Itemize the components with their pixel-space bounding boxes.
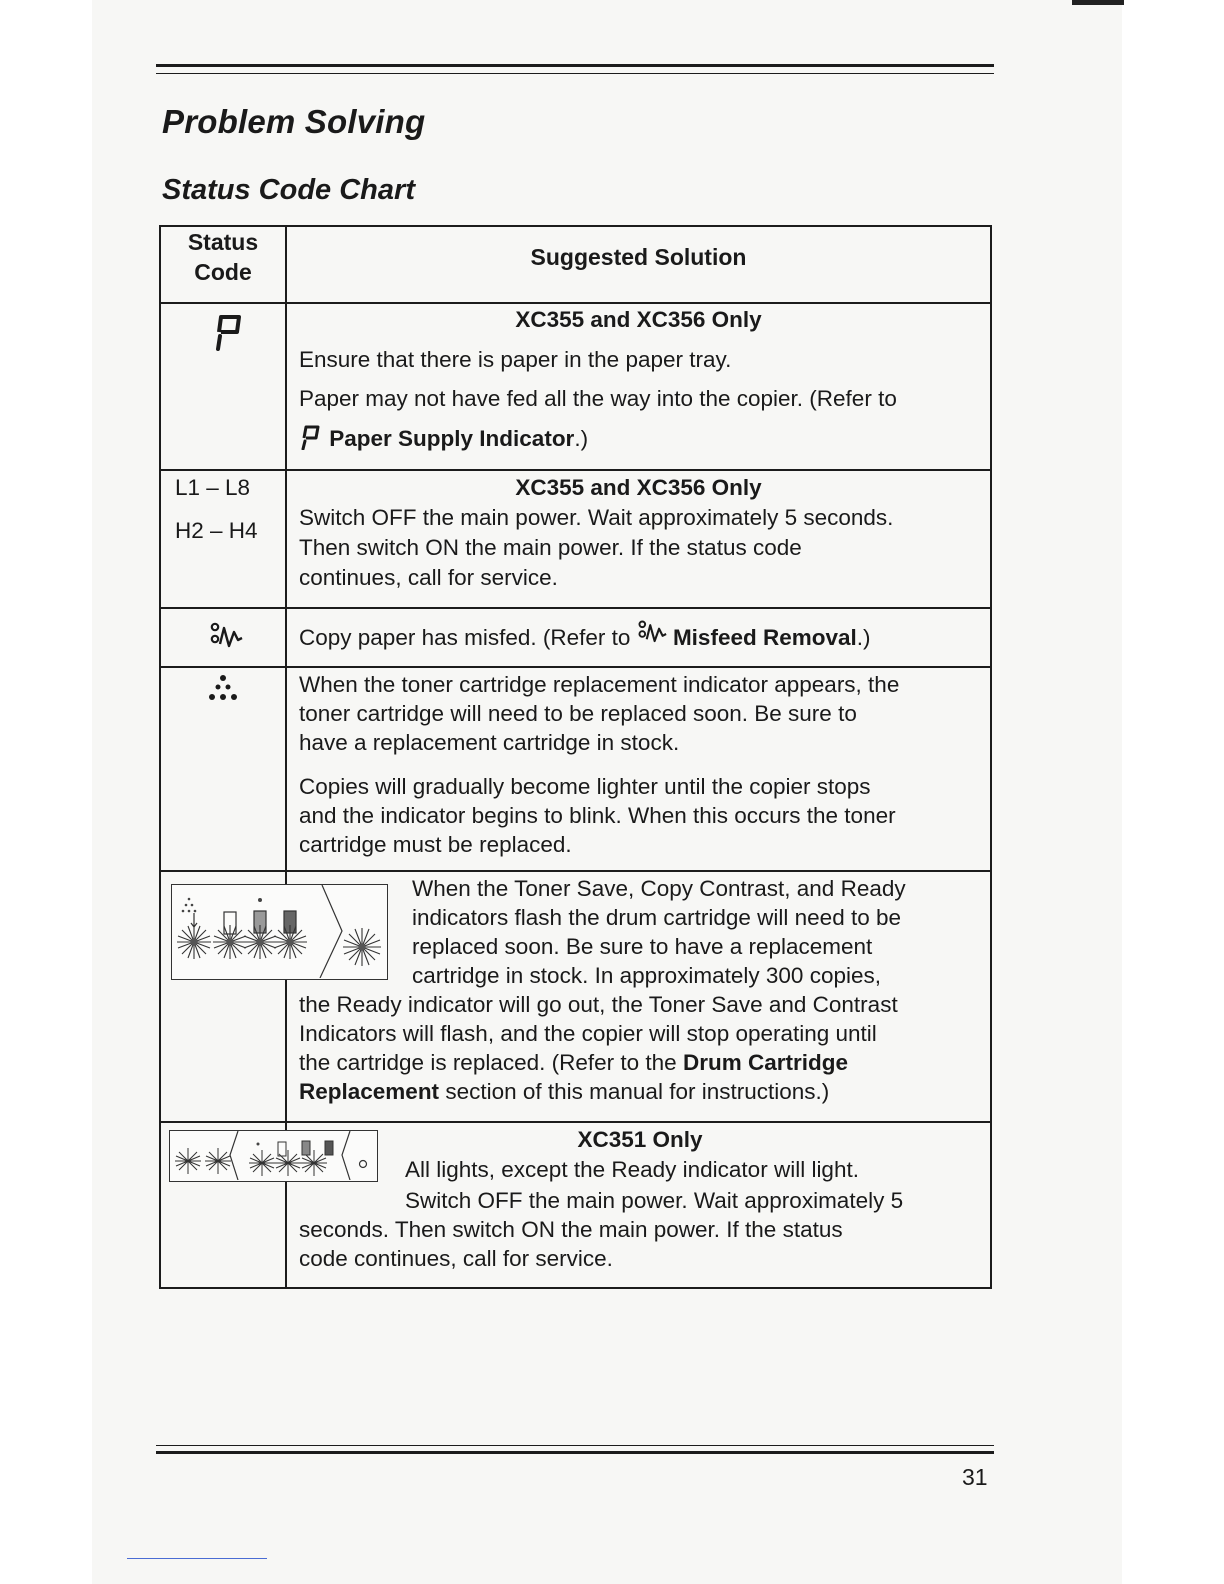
misfeed-removal-link: Misfeed Removal: [672, 625, 857, 650]
misfeed-text: Copy paper has misfed. (Refer to: [299, 625, 631, 650]
drum-line: the Ready indicator will go out, the Toner Save and Contrast: [299, 992, 898, 1017]
misfeed-icon: [637, 619, 667, 649]
row-paper-heading: XC355 and XC356 Only: [515, 307, 762, 332]
row-error-line: continues, call for service.: [299, 565, 558, 590]
scan-margin: [1122, 0, 1224, 1584]
drum-line-tail: section of this manual for instructions.): [445, 1079, 830, 1104]
all-lights-panel: [169, 1130, 378, 1182]
corner-mark: [1072, 0, 1124, 5]
all-lights-panel-icon: [170, 1131, 376, 1180]
row-error-line: Switch OFF the main power. Wait approximately 5 seconds.: [299, 505, 894, 530]
row-paper-line: Ensure that there is paper in the paper tray.: [299, 347, 732, 372]
bottom-rule: [156, 1451, 994, 1454]
toner-line: have a replacement cartridge in stock.: [299, 730, 680, 755]
all-lights-line: code continues, call for service.: [299, 1246, 613, 1271]
reference-tail: .): [856, 625, 871, 650]
drum-cartridge-link: Drum Cartridge: [682, 1050, 848, 1075]
drum-line: Indicators will flash, and the copier will stop operating until: [299, 1021, 877, 1046]
bottom-rule-thin: [156, 1445, 994, 1446]
toner-line: cartridge must be replaced.: [299, 832, 572, 857]
header-status-line2: Code: [194, 259, 252, 285]
code-h-range: H2 – H4: [175, 518, 258, 543]
toner-line: and the indicator begins to blink. When this occurs the toner: [299, 803, 896, 828]
header-suggested-solution: Suggested Solution: [530, 244, 747, 270]
top-rule-thin: [156, 73, 994, 74]
row-divider: [161, 469, 990, 471]
drum-flash-panel: [171, 884, 388, 980]
status-code-chart: [159, 225, 992, 1289]
paper-supply-icon: [299, 424, 323, 450]
all-lights-line: All lights, except the Ready indicator will light.: [405, 1157, 859, 1182]
row-divider: [161, 666, 990, 668]
reference-tail: .): [574, 426, 589, 451]
row-divider: [161, 1121, 990, 1123]
section-title: Status Code Chart: [162, 174, 415, 206]
header-status-code: [161, 227, 285, 287]
toner-icon: [207, 673, 239, 703]
row-error-line: Then switch ON the main power. If the status code: [299, 535, 802, 560]
drum-flash-panel-icon: [172, 885, 386, 978]
misfeed-icon: [209, 620, 243, 652]
row-paper-reference: [299, 424, 989, 453]
row-all-lights-heading: XC351 Only: [577, 1127, 703, 1152]
row-paper-line: Paper may not have fed all the way into the copier. (Refer to: [299, 386, 897, 411]
row-divider: [161, 870, 990, 872]
drum-line: cartridge in stock. In approximately 300 copies,: [412, 963, 881, 988]
drum-replacement-link: Replacement: [299, 1079, 440, 1104]
drum-line-text: the cartridge is replaced. (Refer to the: [299, 1050, 677, 1075]
row-divider: [161, 607, 990, 609]
drum-line: [299, 1077, 989, 1106]
page-number: 31: [962, 1464, 988, 1490]
paper-supply-link: Paper Supply Indicator: [329, 426, 575, 451]
all-lights-line: Switch OFF the main power. Wait approximately 5: [405, 1188, 904, 1213]
drum-line: [299, 1048, 989, 1077]
toner-line: Copies will gradually become lighter until the copier stops: [299, 774, 871, 799]
drum-line: indicators flash the drum cartridge will need to be: [412, 905, 902, 930]
drum-line: When the Toner Save, Copy Contrast, and Ready: [412, 876, 906, 901]
top-rule: [156, 64, 994, 67]
all-lights-line: seconds. Then switch ON the main power. If the status: [299, 1217, 843, 1242]
page-title: Problem Solving: [162, 103, 426, 140]
code-l-range: L1 – L8: [175, 475, 251, 500]
column-divider: [285, 227, 287, 1287]
drum-line: replaced soon. Be sure to have a replacement: [412, 934, 873, 959]
row-divider: [161, 302, 990, 304]
toner-line: When the toner cartridge replacement indicator appears, the: [299, 672, 900, 697]
row-error-heading: XC355 and XC356 Only: [515, 475, 762, 500]
toner-line: toner cartridge will need to be replaced soon. Be sure to: [299, 701, 857, 726]
link-underline: [127, 1558, 267, 1559]
header-status-line1: Status: [187, 229, 259, 255]
p-segment-icon: [213, 313, 247, 353]
row-misfeed-text: [299, 619, 989, 652]
column-divider-lower: [285, 1183, 287, 1287]
